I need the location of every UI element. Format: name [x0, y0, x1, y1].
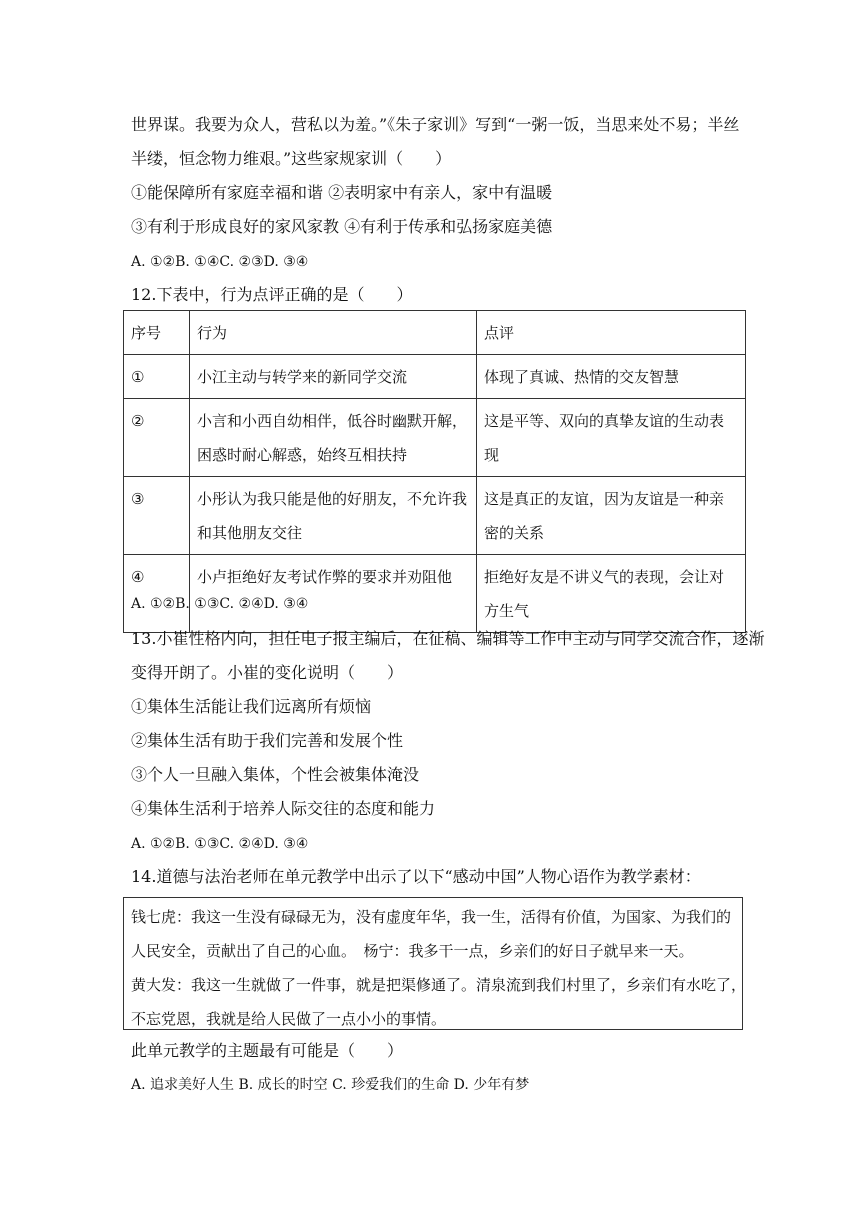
row-number: ③: [124, 477, 190, 555]
q14-stem: 14.道德与法治老师在单元教学中出示了以下“感动中国”人物心语作为教学素材：: [131, 867, 701, 886]
quote-line: 钱七虎：我这一生没有碌碌无为，没有虚度年华，我一生，活得有价值，为国家、为我们的: [131, 908, 732, 926]
quote-line: 不忘党恩，我就是给人民做了一点小小的事情。: [131, 1010, 447, 1028]
row-number: ①: [124, 355, 190, 399]
quote-line: 人民安全，贡献出了自己的心血。 杨宁：我多干一点，乡亲们的好日子就早来一天。: [131, 942, 694, 960]
row-behavior: 小言和小西自幼相伴，低谷时幽默开解，困惑时耐心解惑，始终互相扶持: [190, 399, 477, 477]
q13-option-3: ③个人一旦融入集体，个性会被集体淹没: [131, 765, 420, 784]
table-row: [124, 355, 746, 399]
header-comment: 点评: [477, 311, 746, 355]
q12-answer-choices: A. ①②B. ①③C. ②④D. ③④: [131, 596, 309, 612]
intro-line-2: 半缕，恒念物力维艰。”这些家规家训（ ）: [131, 149, 452, 168]
q13-stem-line-2: 变得开朗了。小崔的变化说明（ ）: [131, 663, 404, 682]
q13-option-2: ②集体生活有助于我们完善和发展个性: [131, 731, 404, 750]
q12-stem: 12.下表中，行为点评正确的是（ ）: [131, 285, 413, 304]
q14-quote-box: [123, 897, 747, 1030]
quote-line: 黄大发：我这一生就做了一件事，就是把渠修通了。清泉流到我们村里了，乡亲们有水吃了，: [131, 976, 747, 994]
row-number: ②: [124, 399, 190, 477]
row-number: ④: [124, 555, 190, 633]
table-row: [124, 399, 746, 477]
intro-line-1: 世界谋。我要为众人，营私以为羞。”《朱子家训》写到“一粥一饭，当思来处不易；半丝: [131, 115, 740, 134]
header-number: 序号: [124, 311, 190, 355]
q12-table: [123, 310, 746, 633]
row-comment: 这是真正的友谊，因为友谊是一种亲密的关系: [477, 477, 746, 555]
row-behavior: 小彤认为我只能是他的好朋友，不允许我和其他朋友交往: [190, 477, 477, 555]
q13-answer-choices: A. ①②B. ①③C. ②④D. ③④: [131, 836, 309, 852]
row-comment: 这是平等、双向的真挚友谊的生动表现: [477, 399, 746, 477]
header-behavior: 行为: [190, 311, 477, 355]
row-comment: 体现了真诚、热情的交友智慧: [477, 355, 746, 399]
q13-stem-line-1: 13.小崔性格内向，担任电子报主编后，在征稿、编辑等工作中主动与同学交流合作，逐渐: [131, 629, 765, 648]
q14-question: 此单元教学的主题最有可能是（ ）: [131, 1041, 404, 1060]
q11-answer-choices: A. ①②B. ①④C. ②③D. ③④: [131, 254, 309, 270]
row-behavior: 小卢拒绝好友考试作弊的要求并劝阻他: [190, 555, 477, 633]
row-comment: 拒绝好友是不讲义气的表现，会让对方生气: [477, 555, 746, 633]
q11-option-line-2: ③有利于形成良好的家风家教 ④有利于传承和弘扬家庭美德: [131, 217, 553, 236]
table-header-row: [124, 311, 746, 355]
row-behavior: 小江主动与转学来的新同学交流: [190, 355, 477, 399]
q13-option-1: ①集体生活能让我们远离所有烦恼: [131, 697, 372, 716]
table-row: [124, 477, 746, 555]
q14-answer-choices: A. 追求美好人生 B. 成长的时空 C. 珍爱我们的生命 D. 少年有梦: [131, 1077, 530, 1093]
q13-option-4: ④集体生活利于培养人际交往的态度和能力: [131, 799, 436, 818]
q11-option-line-1: ①能保障所有家庭幸福和谐 ②表明家中有亲人，家中有温暖: [131, 183, 553, 202]
